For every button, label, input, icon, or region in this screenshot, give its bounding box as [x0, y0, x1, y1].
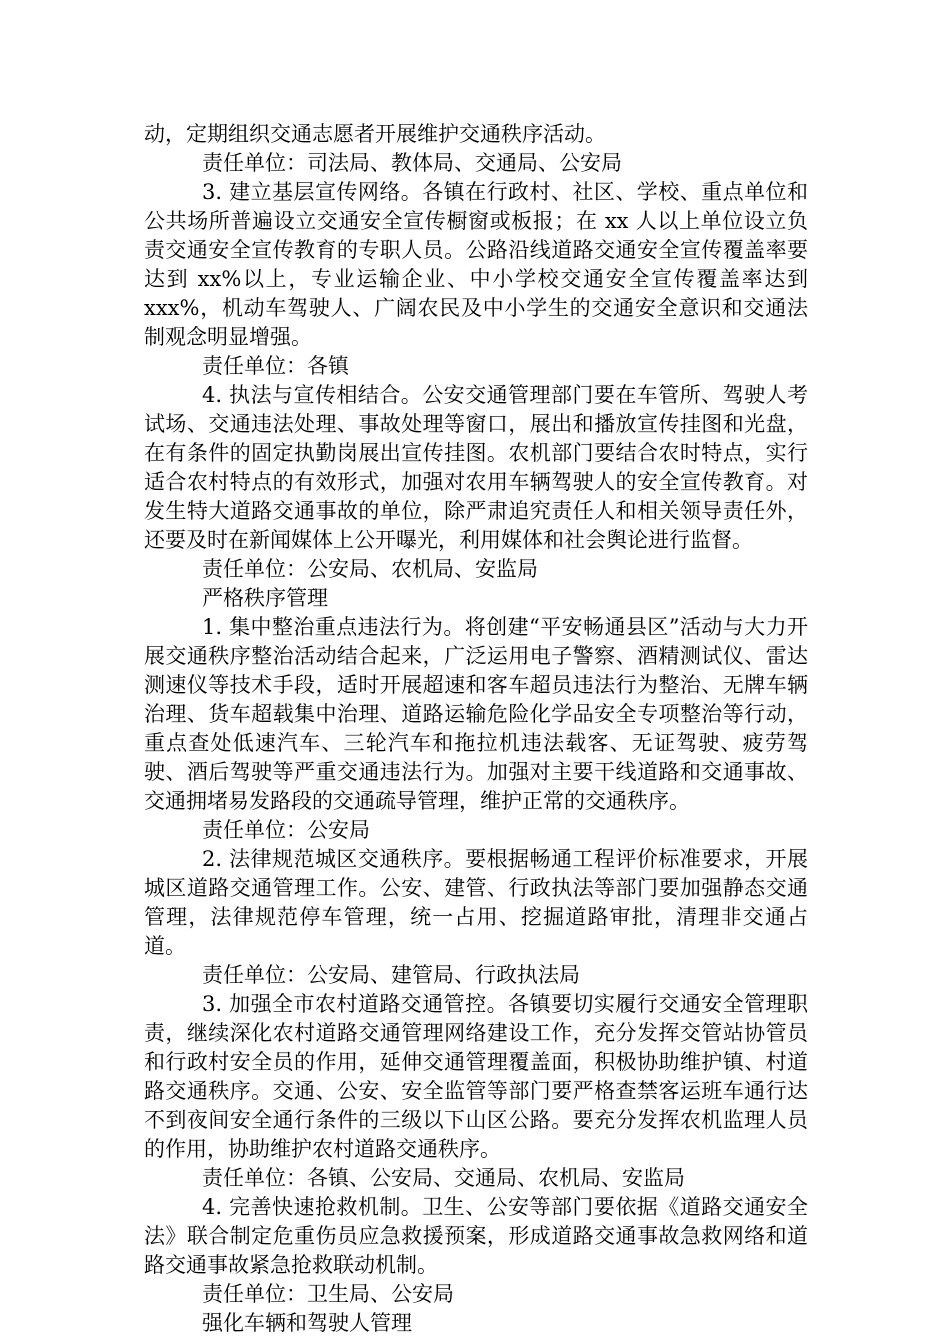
paragraph-item-2: 2. 法律规范城区交通秩序。要根据畅通工程评价标准要求，开展城区道路交通管理工作。公安、建管、行政执法等部门要加强静态交通管理，法律规范停车管理，统一占用、挖掘道路审批，清理非交通占道。 — [144, 847, 808, 958]
responsible-units: 责任单位：公安局、建管局、行政执法局 — [201, 963, 580, 987]
paragraph-item-4: 4. 执法与宣传相结合。公安交通管理部门要在车管所、驾驶人考试场、交通违法处理、事故处理等窗口，展出和播放宣传挂图和光盘，在有条件的固定执勤岗展出宣传挂图。农机部门要结合农时特点，实行适合农村特点的有效形式，加强对农用车辆驾驶人的安全宣传教育。对发生特大道路交通事故的单位，除严肃追究责任人和相关领导责任外，还要及时在新闻媒体上公开曝光，利用媒体和社会舆论进行监督。 — [144, 383, 808, 552]
paragraph-item-4: 4. 完善快速抢救机制。卫生、公安等部门要依据《道路交通安全法》联合制定危重伤员应急救援预案，形成道路交通事故急救网络和道路交通事故紧急抢救联动机制。 — [144, 1195, 808, 1277]
section-heading: 强化车辆和驾驶人管理 — [201, 1311, 412, 1335]
document-page — [144, 120, 808, 1338]
responsible-units: 责任单位：各镇、公安局、交通局、农机局、安监局 — [201, 1166, 685, 1190]
responsible-units: 责任单位：司法局、教体局、交通局、公安局 — [201, 151, 622, 175]
paragraph-item-3: 3. 加强全市农村道路交通管控。各镇要切实履行交通安全管理职责，继续深化农村道路交通管理网络建设工作，充分发挥交管站协管员和行政村安全员的作用，延伸交通管理覆盖面，积极协助维护镇、村道路交通秩序。交通、公安、安全监管等部门要严格查禁客运班车通行达不到夜间安全通行条件的三级以下山区公路。要充分发挥农机监理人员的作用，协助维护农村道路交通秩序。 — [144, 992, 808, 1161]
responsible-units: 责任单位：公安局 — [201, 818, 370, 842]
paragraph-item-1: 1. 集中整治重点违法行为。将创建“平安畅通县区”活动与大力开展交通秩序整治活动结合起来，广泛运用电子警察、酒精测试仪、雷达测速仪等技术手段，适时开展超速和客车超员违法行为整治、无牌车辆治理、货车超载集中治理、道路运输危险化学品安全专项整治等行动，重点查处低速汽车、三轮汽车和拖拉机违法载客、无证驾驶、疲劳驾驶、酒后驾驶等严重交通违法行为。加强对主要干线道路和交通事故、交通拥堵易发路段的交通疏导管理，维护正常的交通秩序。 — [144, 615, 808, 813]
responsible-units: 责任单位：公安局、农机局、安监局 — [201, 557, 538, 581]
paragraph-item-3: 3. 建立基层宣传网络。各镇在行政村、社区、学校、重点单位和公共场所普遍设立交通安全宣传橱窗或板报；在 xx 人以上单位设立负责交通安全宣传教育的专职人员。公路沿线道路交通安全宣传覆盖率要达到 xx%以上，专业运输企业、中小学校交通安全宣传覆盖率达到 xxx%，机动车驾驶人、广阔农民及中小学生的交通安全意识和交通法制观念明显增强。 — [144, 180, 808, 349]
paragraph-continuation: 动，定期组织交通志愿者开展维护交通秩序活动。 — [144, 122, 606, 146]
section-heading: 严格秩序管理 — [201, 586, 328, 610]
responsible-units: 责任单位：各镇 — [201, 354, 349, 378]
responsible-units: 责任单位：卫生局、公安局 — [201, 1282, 454, 1306]
